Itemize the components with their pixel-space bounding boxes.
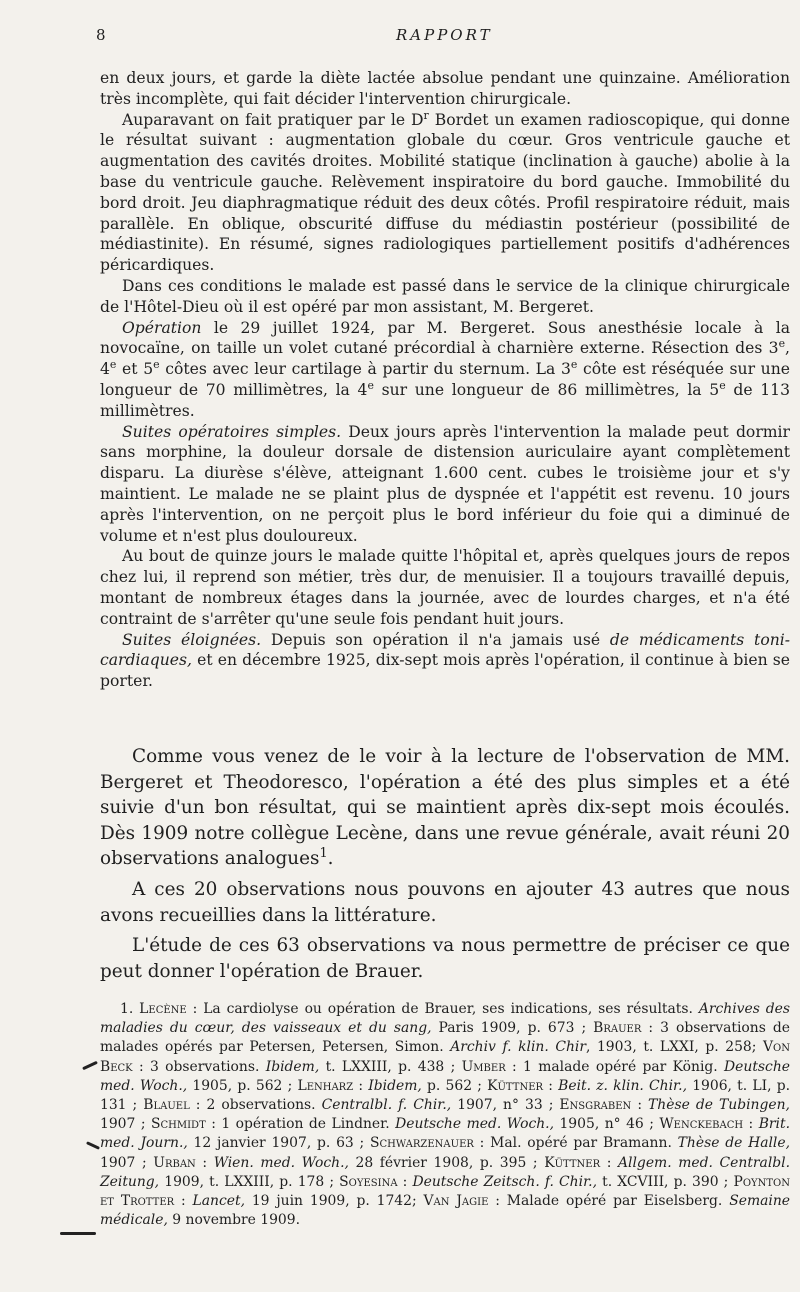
text: A ces 20 observations nous pouvons en ajouter 43 autres que nous avons recueillies dans la littérature.	[100, 878, 790, 926]
text: p. 562 ;	[421, 1077, 488, 1094]
margin-ink-mark	[82, 1061, 98, 1070]
superscript: e	[153, 357, 160, 371]
text: :	[543, 1077, 559, 1094]
paragraph-operation	[100, 318, 790, 422]
text: Au bout de quinze jours le malade quitte l'hôpital et, après quelques jours de repos chez lui, il reprend son métier, très dur, de menuisier. Il a toujours travaillé depuis, montant de nombreux étages dans la journée, avec de lourdes charges, et n'a été contraint de s'arrêter qu'une seule fois pendant huit jours.	[100, 547, 790, 628]
text: 28 février 1908, p. 395 ;	[348, 1154, 545, 1171]
author: Soyesina	[339, 1173, 398, 1190]
text: : 2 observations.	[189, 1097, 322, 1114]
text: : 3 observations de malades opérés par Petersen, Petersen, Simon.	[100, 1020, 790, 1056]
author: Von Beck	[100, 1039, 790, 1075]
text: , 4	[100, 339, 790, 379]
author: Lecène	[139, 1001, 187, 1017]
author: Küttner	[544, 1154, 601, 1171]
lead-paragraph-3	[100, 933, 790, 984]
text: 9 novembre 1909.	[167, 1212, 301, 1229]
text: Dans ces conditions le malade est passé dans le service de la clinique chirurgicale de l'Hôtel-Dieu où il est opéré par mon assistant, M. Bergeret.	[100, 276, 790, 316]
text: et en décembre 1925, dix-sept mois après l'opération, il continue à bien se porter.	[100, 651, 790, 691]
lead-paragraph-2	[100, 877, 790, 928]
author: Wenckebach	[659, 1116, 744, 1133]
paragraph-followup	[100, 630, 790, 692]
text: :	[353, 1077, 369, 1094]
author: Poynton et Trotter	[100, 1173, 790, 1210]
author: Schwarzenauer	[370, 1135, 474, 1152]
lead-paragraph-1	[100, 744, 790, 872]
footnote-1	[100, 1000, 790, 1230]
text: Deux jours après l'intervention la malade peut dormir sans morphine, la douleur dorsale de distension auriculaire ayant complètement disparu. La diurèse s'élève, atteignant 1.600 cent. cubes le troisième jour et s'y maintient. Le malade ne se plaint plus de dyspnée et l'appétit est revenu. 10 jours après l'intervention, on ne perçoit plus le bord inférieur du foie qui a diminué de volume et n'est plus douloureux.	[100, 422, 791, 545]
journal: Thèse de Halle,	[677, 1135, 790, 1152]
journal: Semaine médicale,	[100, 1193, 791, 1229]
journal: Deutsche med. Woch.,	[395, 1116, 554, 1133]
text: Bordet un examen radioscopique, qui donne le résultat suivant : augmentation globale du cœur. Gros ventricule gauche et augmentation des cavités droites. Mobilité statique (inclination à gauche) abolie à la base du ventricule gauche. Relèvement inspiratoire du bord gauche. Immobilité du bord droit. Jeu diaphragmatique réduit des deux côtés. Profil respiratoire réduit, mais parallèle. En oblique, obscurité diffuse du médiastin postérieur (possibilité de médiastinite). En résumé, signes radiologiques partiellement positifs d'adhérences péricardiques.	[100, 110, 791, 275]
text: : Malade opéré par Eiselsberg.	[488, 1193, 730, 1210]
journal: Ibidem,	[265, 1058, 320, 1075]
text: en deux jours, et garde la diète lactée absolue pendant une quinzaine. Amélioration très incomplète, qui fait décider l'intervention chirurgicale.	[100, 69, 790, 108]
text: 1906, t. LI, p. 131 ;	[100, 1077, 791, 1114]
text: Paris 1909, p. 673 ;	[431, 1020, 594, 1037]
superscript: e	[719, 378, 726, 392]
text: 1905, p. 562 ;	[187, 1077, 298, 1094]
journal: Lancet,	[192, 1193, 245, 1210]
section-label: Suites éloignées.	[122, 630, 262, 649]
text: Depuis son opération il n'a jamais usé	[261, 630, 610, 649]
text: :	[743, 1116, 759, 1133]
author: Urban	[153, 1154, 196, 1171]
text: Comme vous venez de le voir à la lecture de l'observation de MM. Bergeret et Theodoresco, l'opération a été des plus simples et a été suivie d'un bon résultat, qui se maintient après dix-sept mois écoulés. Dès 1909 notre collègue Lecène, dans une revue générale, avait réuni 20 observations analogues	[100, 746, 790, 870]
paragraph-transfer	[100, 276, 790, 318]
text: :	[397, 1173, 413, 1190]
author: Umber	[461, 1058, 506, 1075]
text: et 5	[116, 360, 154, 379]
margin-ink-mark	[86, 1141, 100, 1150]
superscript: e	[109, 357, 117, 371]
text: : Mal. opéré par Bramann.	[473, 1135, 678, 1152]
text: 1909, t. LXXIII, p. 178 ;	[159, 1173, 340, 1190]
journal: Deutsche med. Woch.,	[100, 1058, 790, 1094]
superscript: r	[423, 108, 429, 122]
text: 19 juin 1909, p. 1742;	[245, 1193, 424, 1210]
text: t. XCVIII, p. 390 ;	[597, 1173, 734, 1190]
superscript: e	[570, 357, 578, 371]
text: .	[327, 848, 334, 870]
author: Lenharz	[297, 1077, 354, 1094]
footnote-ref[interactable]: 1	[319, 846, 328, 862]
paragraph-radioscopy	[100, 110, 790, 276]
paragraph-discharge	[100, 546, 790, 629]
text: côte est réséquée sur une longueur de 70 millimètres, la 4	[100, 360, 790, 399]
text: côtes avec leur cartilage à partir du sternum. La 3	[159, 360, 571, 379]
text: :	[631, 1097, 649, 1114]
text: : 3 observations.	[132, 1058, 266, 1075]
journal: Brit. med. Journ.,	[100, 1116, 790, 1152]
main-discussion	[100, 744, 790, 989]
running-head: RAPPORT	[396, 26, 493, 44]
journal: Centralbl. f. Chir.,	[321, 1097, 452, 1114]
page-header	[96, 26, 760, 50]
author: Blauel	[143, 1097, 190, 1114]
text: 12 janvier 1907, p. 63 ;	[187, 1135, 370, 1152]
margin-ink-mark	[60, 1232, 96, 1235]
journal: Thèse de Tubingen,	[648, 1097, 790, 1114]
journal: Archives des maladies du cœur, des vaisseaux et du sang,	[100, 1001, 790, 1037]
text: 1905, n° 46 ;	[554, 1116, 660, 1133]
journal: Wien. med. Woch.,	[213, 1154, 349, 1171]
text: : 1 malade opéré par König.	[505, 1058, 725, 1075]
footnotes	[100, 1000, 790, 1230]
emphasis: de médicaments toni-cardiaques,	[100, 630, 791, 670]
observation-text	[100, 68, 790, 692]
journal: Beit. z. klin. Chir.,	[558, 1077, 687, 1094]
text: : La cardiolyse ou opération de Brauer, ses indications, ses résultats.	[186, 1001, 699, 1017]
text: L'étude de ces 63 observations va nous permettre de préciser ce que peut donner l'opération de Brauer.	[100, 935, 790, 982]
section-label: Opération	[122, 318, 202, 337]
section-label: Suites opératoires simples.	[122, 422, 342, 441]
journal: Archiv f. klin. Chir	[450, 1039, 586, 1056]
journal: Ibidem,	[368, 1077, 422, 1094]
author: Ensgraben	[559, 1097, 632, 1114]
text: le 29 juillet 1924, par M. Bergeret. Sous anesthésie locale à la novocaïne, on taille un volet cutané précordial à charnière externe. Résection des 3	[100, 318, 790, 358]
text: de 113 millimètres.	[100, 380, 790, 420]
text: 1907 ;	[100, 1154, 154, 1171]
paragraph-diet	[100, 68, 790, 110]
text: sur une longueur de 86 millimètres, la 5	[373, 380, 720, 399]
author: Brauer	[593, 1020, 642, 1037]
text: 1907 ;	[100, 1116, 151, 1133]
text: :	[600, 1154, 619, 1171]
text: Auparavant on fait pratiquer par le D	[122, 110, 424, 129]
footnote-number: 1.	[120, 1001, 140, 1017]
text: :	[195, 1154, 214, 1171]
author: Van Jagie	[423, 1193, 489, 1210]
text: , 1903, t. LXXI, p. 258;	[585, 1039, 764, 1056]
superscript: e	[778, 337, 786, 351]
author: Küttner	[487, 1077, 544, 1094]
page-number: 8	[96, 26, 106, 44]
author: Schmidt	[150, 1116, 206, 1133]
text: : 1 opération de Lindner.	[205, 1116, 396, 1133]
text: :	[174, 1193, 193, 1210]
journal: Allgem. med. Centralbl. Zeitung,	[100, 1154, 791, 1190]
paragraph-postop	[100, 422, 790, 547]
text: 1907, n° 33 ;	[451, 1097, 560, 1114]
journal: Deutsche Zeitsch. f. Chir.,	[412, 1173, 598, 1190]
text: t. LXXIII, p. 438 ;	[319, 1058, 462, 1075]
superscript: e	[367, 378, 374, 392]
